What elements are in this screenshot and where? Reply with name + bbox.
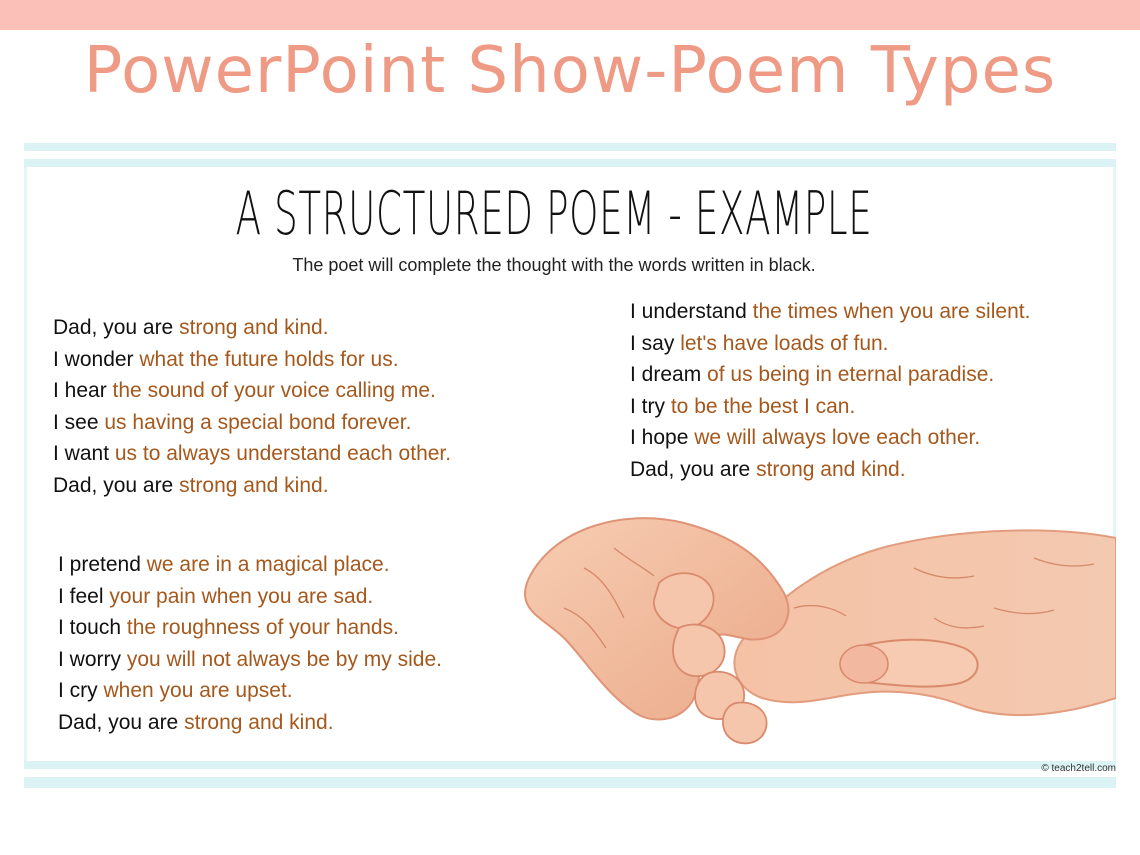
prompt-words: Dad, you are bbox=[630, 457, 751, 481]
slide-preview bbox=[24, 143, 1116, 788]
completion-words: let's have loads of fun. bbox=[680, 331, 889, 355]
prompt-words: I cry bbox=[58, 679, 98, 702]
poem-line bbox=[58, 707, 442, 739]
prompt-words: Dad, you are bbox=[53, 473, 174, 497]
prompt-words: I see bbox=[53, 410, 99, 434]
poem-line bbox=[53, 407, 451, 439]
completion-words: to be the best I can. bbox=[670, 394, 856, 418]
poem-line bbox=[58, 581, 442, 613]
completion-words: when you are upset. bbox=[103, 679, 293, 702]
poem-line bbox=[58, 549, 442, 581]
prompt-words: I wonder bbox=[53, 347, 134, 371]
poem-line bbox=[58, 612, 442, 644]
copyright-credit: © teach2tell.com bbox=[1041, 763, 1116, 774]
poem-line bbox=[53, 470, 451, 502]
poem-stanza-3 bbox=[58, 549, 442, 738]
holding-hands-illustration bbox=[494, 498, 1116, 768]
completion-words: strong and kind. bbox=[756, 457, 906, 481]
poem-line bbox=[53, 438, 451, 470]
completion-words: of us being in eternal paradise. bbox=[707, 363, 995, 386]
poem-line bbox=[53, 312, 451, 344]
completion-words: strong and kind. bbox=[184, 710, 334, 734]
completion-words: strong and kind. bbox=[179, 473, 329, 497]
prompt-words: I hope bbox=[630, 426, 689, 449]
prompt-words: Dad, you are bbox=[53, 316, 174, 339]
prompt-words: I dream bbox=[630, 363, 702, 386]
completion-words: what the future holds for us. bbox=[139, 347, 399, 371]
completion-words: strong and kind. bbox=[179, 316, 329, 339]
prompt-words: Dad, you are bbox=[58, 710, 179, 734]
poem-line bbox=[630, 422, 1030, 454]
completion-words: the times when you are silent. bbox=[752, 300, 1031, 323]
prompt-words: I worry bbox=[58, 647, 121, 671]
poem-line bbox=[630, 328, 1030, 360]
slide-stripe bbox=[24, 159, 1116, 167]
prompt-words: I pretend bbox=[58, 553, 141, 576]
completion-words: we are in a magical place. bbox=[146, 553, 390, 576]
completion-words: us to always understand each other. bbox=[114, 442, 452, 465]
poem-line bbox=[630, 454, 1030, 486]
prompt-words: I hear bbox=[53, 379, 107, 402]
slide-title: A STRUCTURED POEM - EXAMPLE bbox=[235, 179, 873, 249]
completion-words: we will always love each other. bbox=[694, 426, 981, 449]
poem-line bbox=[630, 391, 1030, 423]
poem-stanza-1 bbox=[53, 312, 451, 501]
poem-line bbox=[58, 644, 442, 676]
poem-stanza-2 bbox=[630, 296, 1030, 485]
completion-words: us having a special bond forever. bbox=[104, 410, 412, 434]
completion-words: your pain when you are sad. bbox=[109, 584, 374, 608]
completion-words: you will not always be by my side. bbox=[126, 647, 442, 671]
poem-line bbox=[53, 375, 451, 407]
completion-words: the roughness of your hands. bbox=[126, 616, 399, 639]
top-band bbox=[0, 0, 1140, 30]
prompt-words: I understand bbox=[630, 300, 747, 323]
prompt-words: I want bbox=[53, 442, 110, 465]
poem-line bbox=[53, 344, 451, 376]
poem-line bbox=[58, 675, 442, 707]
completion-words: the sound of your voice calling me. bbox=[112, 379, 436, 402]
poem-line bbox=[630, 359, 1030, 391]
prompt-words: I say bbox=[630, 331, 675, 355]
poem-line bbox=[630, 296, 1030, 328]
prompt-words: I touch bbox=[58, 616, 122, 639]
slide-subtitle: The poet will complete the thought with the words written in black. bbox=[292, 255, 816, 275]
slide-stripe bbox=[24, 777, 1116, 788]
prompt-words: I feel bbox=[58, 584, 104, 608]
prompt-words: I try bbox=[630, 394, 665, 418]
slide-stripe bbox=[24, 143, 1116, 151]
page-title: PowerPoint Show-Poem Types bbox=[83, 34, 1057, 108]
